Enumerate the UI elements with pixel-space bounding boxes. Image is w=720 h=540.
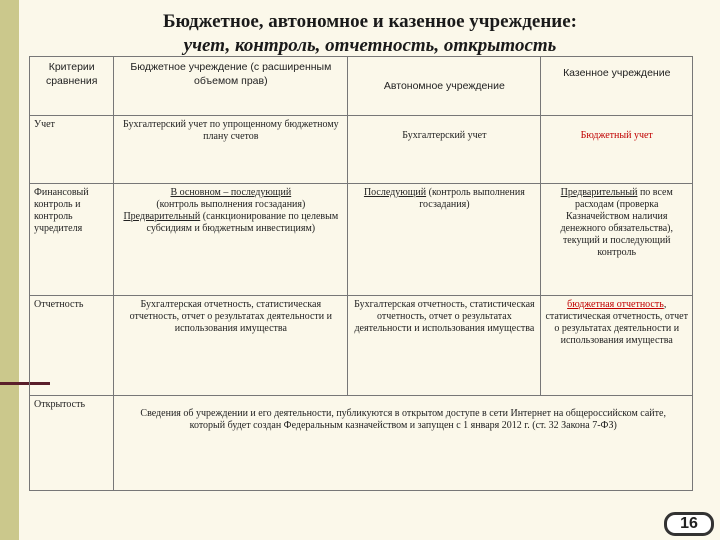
page-number-badge: 16 bbox=[664, 512, 714, 536]
table-row bbox=[30, 296, 693, 396]
control-state-note: по всем расходам (проверка Казначейством наличия денежного обязательства), текущий и последующий контроль bbox=[560, 187, 673, 258]
control-budget bbox=[114, 184, 348, 296]
control-autonomous-subsequent: Последующий bbox=[363, 187, 427, 198]
header-criteria: Критерии сравнения bbox=[30, 57, 114, 116]
header-autonomous: Автономное учреждение bbox=[348, 57, 541, 116]
table-row bbox=[30, 184, 693, 296]
openness-text: Сведения об учреждении и его деятельности, публикуются в открытом доступе в сети Интернет на общероссийском сайте, который будет создан Федеральным казначейством и запущен с 1 января 2012 г. (ст. 32 Закона 7-ФЗ) bbox=[114, 396, 693, 491]
control-budget-preliminary-note: (санкционирование по целевым субсидиям и бюджетным инвестициям) bbox=[146, 211, 339, 234]
slide-title bbox=[60, 10, 680, 58]
control-autonomous bbox=[348, 184, 541, 296]
control-state-preliminary: Предварительный bbox=[560, 187, 638, 198]
row-label-accounting: Учет bbox=[30, 116, 114, 184]
left-decorative-bar bbox=[0, 0, 19, 540]
reporting-state-budget-reporting: бюджетная отчетность bbox=[567, 299, 664, 310]
title-line-1: Бюджетное, автономное и казенное учреждение: bbox=[162, 11, 577, 32]
control-budget-subsequent: В основном – последующий bbox=[170, 187, 292, 198]
reporting-autonomous: Бухгалтерская отчетность, статистическая отчетность, отчет о результатах деятельности и использования имущества bbox=[348, 296, 541, 396]
control-state bbox=[541, 184, 693, 296]
reporting-state-rest: , статистическая отчетность, отчет о результатах деятельности и использования имущества bbox=[545, 299, 688, 346]
reporting-budget: Бухгалтерская отчетность, статистическая отчетность, отчет о результатах деятельности и использования имущества bbox=[114, 296, 348, 396]
comparison-table bbox=[29, 56, 693, 491]
table-row bbox=[30, 116, 693, 184]
header-budget: Бюджетное учреждение (с расширенным объемом прав) bbox=[114, 57, 348, 116]
row-label-reporting: Отчетность bbox=[30, 296, 114, 396]
control-budget-preliminary: Предварительный bbox=[123, 211, 201, 222]
control-budget-subsequent-note: (контроль выполнения госзадания) bbox=[156, 199, 306, 210]
reporting-state bbox=[541, 296, 693, 396]
row-label-openness: Открытость bbox=[30, 396, 114, 491]
table-row bbox=[30, 396, 693, 491]
control-autonomous-note: (контроль выполнения госзадания) bbox=[419, 187, 525, 210]
accounting-budget: Бухгалтерский учет по упрощенному бюджетному плану счетов bbox=[114, 116, 348, 184]
header-state: Казенное учреждение bbox=[541, 57, 693, 116]
title-line-2: учет, контроль, отчетность, открытость bbox=[183, 35, 557, 56]
accounting-autonomous: Бухгалтерский учет bbox=[348, 116, 541, 184]
table-header-row bbox=[30, 57, 693, 116]
row-label-control: Финансовый контроль и контроль учредителя bbox=[30, 184, 114, 296]
accounting-state: Бюджетный учет bbox=[541, 116, 693, 184]
